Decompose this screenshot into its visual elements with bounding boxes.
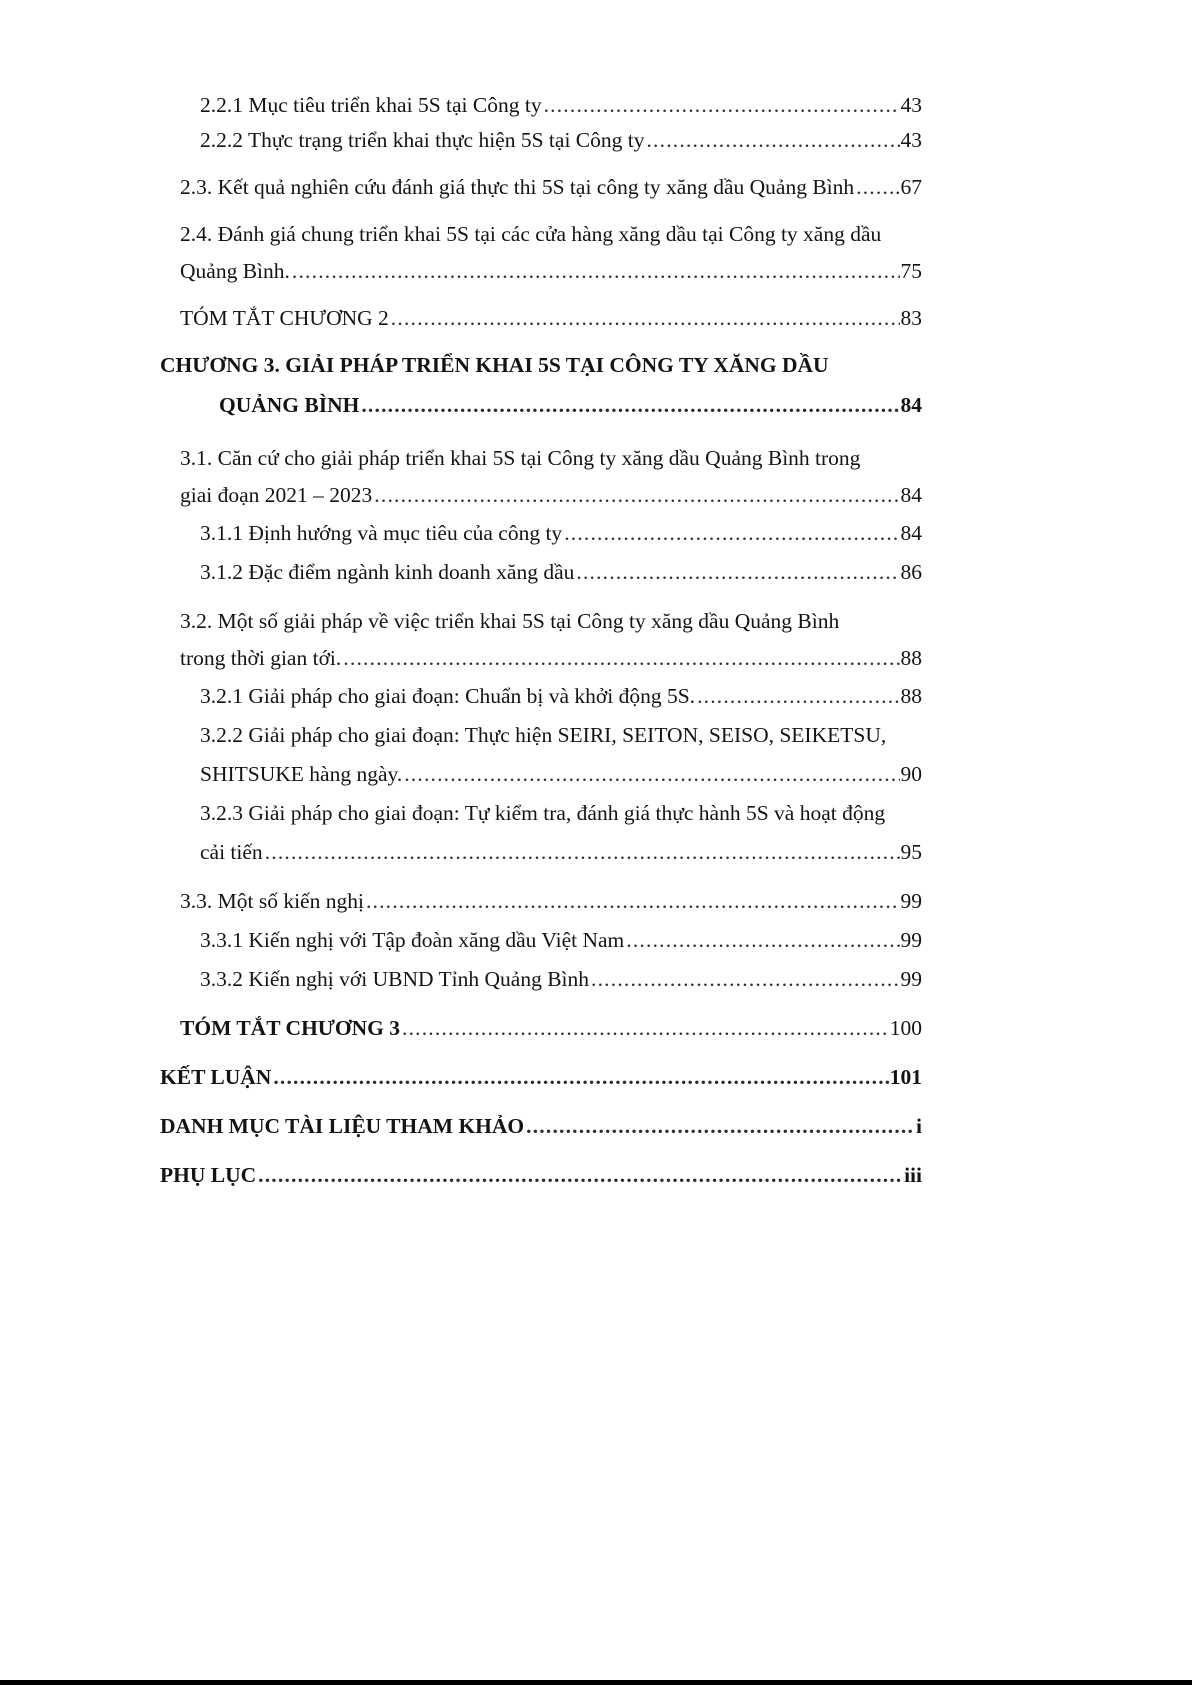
- toc-entry-3-2-line2[interactable]: [180, 643, 922, 673]
- toc-entry-2-4-line2[interactable]: [180, 256, 922, 286]
- toc-entry-3-2-2-line2[interactable]: [200, 759, 922, 789]
- dot-leader: [258, 1160, 903, 1190]
- toc-entry-3-2-3-line1[interactable]: [200, 798, 922, 828]
- toc-page-number: 75: [900, 259, 922, 283]
- toc-entry-3-3-2[interactable]: [200, 964, 922, 994]
- toc-entry-title: 3.2.1 Giải pháp cho giai đoạn: Chuẩn bị và khởi động 5S.: [200, 684, 696, 708]
- toc-entry-3-3-1[interactable]: [200, 925, 922, 955]
- toc-entry-title: DANH MỤC TÀI LIỆU THAM KHẢO: [160, 1114, 525, 1138]
- toc-page-number: 43: [900, 93, 922, 117]
- dot-leader: [564, 518, 899, 548]
- dot-leader: [292, 256, 900, 286]
- toc-entry-title: 3.3.2 Kiến nghị với UBND Tỉnh Quảng Bình: [200, 967, 590, 991]
- dot-leader: [697, 681, 899, 711]
- toc-entry-title: PHỤ LỤC: [160, 1163, 257, 1187]
- toc-entry-title: 3.1.1 Định hướng và mục tiêu của công ty: [200, 521, 563, 545]
- toc-entry-title: 3.3. Một số kiến nghị: [180, 889, 364, 913]
- toc-entry-conclusion[interactable]: [160, 1062, 922, 1092]
- toc-page-number: 95: [900, 840, 922, 864]
- dot-leader: [366, 886, 900, 916]
- toc-entry-3-2-line1[interactable]: [180, 606, 922, 636]
- dot-leader: [374, 480, 899, 510]
- toc-entry-title: 3.2.3 Giải pháp cho giai đoạn: Tự kiểm tra, đánh giá thực hành 5S và hoạt động: [200, 801, 886, 825]
- toc-entry-chapter-3-line2[interactable]: [219, 390, 922, 420]
- toc-entry-3-2-1[interactable]: [200, 681, 922, 711]
- dot-leader: [273, 1062, 888, 1092]
- toc-entry-title: Quảng Bình.: [180, 259, 290, 283]
- dot-leader: [343, 643, 899, 673]
- toc-entry-3-3[interactable]: [180, 886, 922, 916]
- dot-leader: [404, 759, 899, 789]
- toc-entry-3-2-3-line2[interactable]: [200, 837, 922, 867]
- toc-page-number: 99: [900, 889, 922, 913]
- toc-entry-chapter-2-summary[interactable]: [180, 303, 922, 333]
- toc-entry-3-1-line1[interactable]: [180, 443, 922, 473]
- page-bottom-edge: [0, 1680, 1192, 1685]
- toc-entry-title: trong thời gian tới.: [180, 646, 342, 670]
- toc-entry-title: 2.4. Đánh giá chung triển khai 5S tại các cửa hàng xăng dầu tại Công ty xăng dầu: [180, 222, 882, 246]
- toc-page-number: i: [916, 1114, 922, 1138]
- dot-leader: [391, 303, 900, 333]
- toc-page-number: 88: [900, 684, 922, 708]
- dot-leader: [591, 964, 899, 994]
- toc-page-number: iii: [904, 1163, 922, 1187]
- toc-entry-chapter-3-summary[interactable]: [180, 1013, 922, 1043]
- toc-entry-title: 2.3. Kết quả nghiên cứu đánh giá thực thi 5S tại công ty xăng dầu Quảng Bình: [180, 175, 855, 199]
- toc-entry-chapter-3-line1[interactable]: [160, 350, 922, 380]
- toc-entry-title: TÓM TẮT CHƯƠNG 2: [180, 306, 389, 330]
- toc-entry-title: CHƯƠNG 3. GIẢI PHÁP TRIỂN KHAI 5S TẠI CÔNG TY XĂNG DẦU: [160, 353, 829, 377]
- toc-page-number: 84: [900, 521, 922, 545]
- toc-page-number: .67: [895, 175, 922, 199]
- toc-entry-2-4-line1[interactable]: [180, 219, 922, 249]
- toc-entry-title: 3.1. Căn cứ cho giải pháp triển khai 5S tại Công ty xăng dầu Quảng Bình trong: [180, 446, 861, 470]
- toc-entry-title: QUẢNG BÌNH: [219, 393, 360, 417]
- toc-page-number: 86: [900, 560, 922, 584]
- toc-entry-title: SHITSUKE hàng ngày.: [200, 762, 403, 786]
- toc-entry-title: 3.1.2 Đặc điểm ngành kinh doanh xăng dầu: [200, 560, 575, 584]
- toc-entry-3-2-2-line1[interactable]: [200, 720, 922, 750]
- dot-leader: [576, 557, 899, 587]
- toc-page-number: 84: [900, 393, 922, 417]
- toc-entry-2-3[interactable]: [180, 172, 922, 202]
- toc-entry-title: 3.2.2 Giải pháp cho giai đoạn: Thực hiện SEIRI, SEITON, SEISO, SEIKETSU,: [200, 723, 887, 747]
- dot-leader: [544, 90, 900, 120]
- toc-page-number: 84: [900, 483, 922, 507]
- toc-entry-references[interactable]: [160, 1111, 922, 1141]
- dot-leader: [361, 390, 899, 420]
- dot-leader: [856, 172, 894, 202]
- toc-entry-title: giai đoạn 2021 – 2023: [180, 483, 373, 507]
- toc-entry-title: 3.3.1 Kiến nghị với Tập đoàn xăng dầu Việt Nam: [200, 928, 625, 952]
- toc-entry-title: 2.2.2 Thực trạng triển khai thực hiện 5S tại Công ty: [200, 128, 645, 152]
- toc-entry-3-1-1[interactable]: [200, 518, 922, 548]
- dot-leader: [646, 125, 899, 155]
- toc-page-number: 99: [900, 928, 922, 952]
- toc-entry-title: KẾT LUẬN: [160, 1065, 272, 1089]
- dot-leader: [265, 837, 900, 867]
- toc-page-number: 88: [900, 646, 922, 670]
- toc-page-number: 101: [889, 1065, 922, 1089]
- toc-entry-title: TÓM TẮT CHƯƠNG 3: [180, 1016, 400, 1040]
- toc-entry-title: 3.2. Một số giải pháp về việc triển khai 5S tại Công ty xăng dầu Quảng Bình: [180, 609, 840, 633]
- toc-page-number: 99: [900, 967, 922, 991]
- toc-page-number: 90: [900, 762, 922, 786]
- toc-entry-title: 2.2.1 Mục tiêu triển khai 5S tại Công ty: [200, 93, 542, 117]
- toc-entry-3-1-2[interactable]: [200, 557, 922, 587]
- toc-entry-appendix[interactable]: [160, 1160, 922, 1190]
- toc-entry-title: cải tiến: [200, 840, 263, 864]
- toc-entry-3-1-line2[interactable]: [180, 480, 922, 510]
- toc-page-number: 100: [889, 1016, 922, 1040]
- toc-entry-2-2-2[interactable]: [200, 125, 922, 155]
- toc-page-number: 83: [900, 306, 922, 330]
- toc-entry-2-2-1[interactable]: [200, 90, 922, 120]
- dot-leader: [626, 925, 899, 955]
- dot-leader: [526, 1111, 915, 1141]
- toc-page-number: 43: [900, 128, 922, 152]
- dot-leader: [402, 1013, 889, 1043]
